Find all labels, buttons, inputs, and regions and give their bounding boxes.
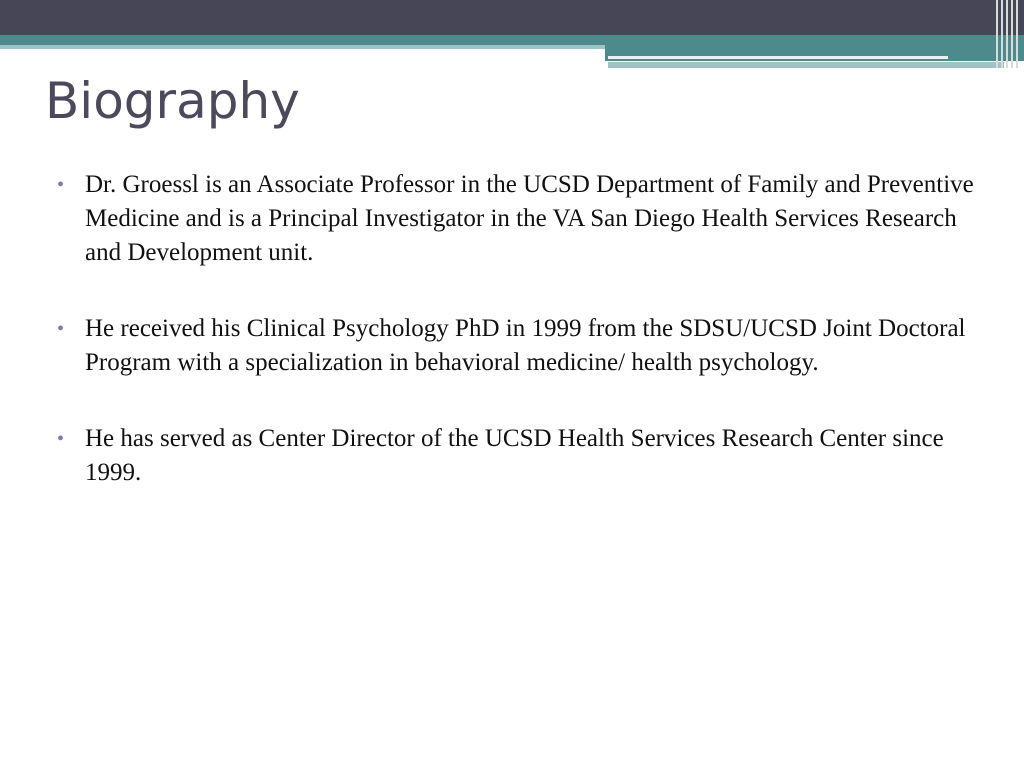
- header-accent-line: [608, 56, 948, 59]
- header-stripe: [996, 0, 998, 68]
- bullet-dot-icon: •: [57, 174, 65, 196]
- bullet-item: [55, 168, 975, 270]
- header-stripe: [1001, 0, 1003, 68]
- bullet-list: [55, 168, 975, 532]
- bullet-dot-icon: •: [57, 428, 65, 450]
- bullet-text: He has served as Center Director of the UCSD Health Services Research Center since 1999.: [85, 425, 944, 486]
- header-stripe: [1006, 0, 1008, 68]
- header-band-teal-light: [0, 45, 605, 49]
- bullet-item: [55, 312, 975, 380]
- bullet-item: [55, 422, 975, 490]
- header-stripe: [1016, 0, 1018, 68]
- header-band-teal: [0, 35, 1024, 45]
- header-accent-band: [608, 62, 1004, 68]
- header-band-dark: [0, 0, 1024, 35]
- bullet-dot-icon: •: [57, 318, 65, 340]
- bullet-text: He received his Clinical Psychology PhD in 1999 from the SDSU/UCSD Joint Doctoral Program with a specialization in behavioral medicine/ health psychology.: [85, 315, 966, 376]
- header-stripes: [994, 0, 1024, 68]
- bullet-text: Dr. Groessl is an Associate Professor in the UCSD Department of Family and Preventive Medicine and is a Principal Investigator in the VA San Diego Health Services Research and Development unit.: [85, 171, 974, 266]
- header-stripe: [1011, 0, 1013, 68]
- slide-title: Biography: [45, 72, 300, 130]
